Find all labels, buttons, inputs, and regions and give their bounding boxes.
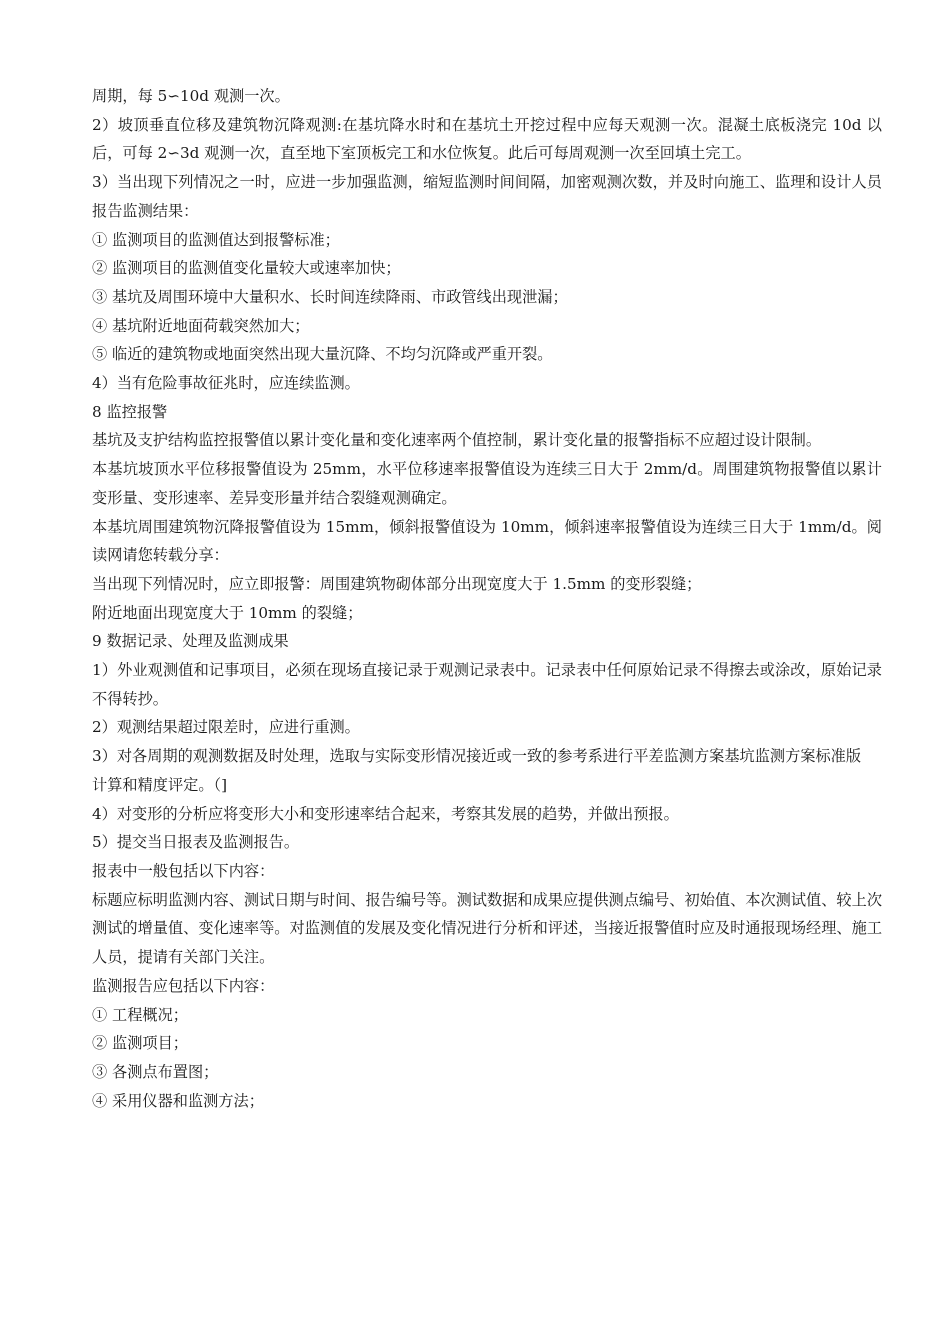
paragraph: 1）外业观测值和记事项目，必须在现场直接记录于观测记录表中。记录表中任何原始记录不得擦去或涂改，原始记录不得转抄。	[92, 661, 882, 708]
document-page	[92, 82, 882, 1115]
list-item: ② 监测项目；	[92, 1034, 188, 1053]
section-heading: 9 数据记录、处理及监测成果	[92, 632, 289, 651]
paragraph: 3）当出现下列情况之一时，应进一步加强监测，缩短监测时间间隔，加密观测次数，并及时向施工、监理和设计人员报告监测结果：	[92, 173, 882, 220]
paragraph: 4）当有危险事故征兆时，应连续监测。	[92, 374, 360, 393]
paragraph: 周期，每 5∽10d 观测一次。	[92, 87, 290, 105]
list-item: ③ 各测点布置图；	[92, 1062, 219, 1081]
paragraph: 2）观测结果超过限差时，应进行重测。	[92, 718, 360, 737]
paragraph: 监测报告应包括以下内容：	[92, 976, 275, 995]
list-item: ④ 基坑附近地面荷载突然加大；	[92, 316, 310, 335]
list-item: ③ 基坑及周围环境中大量积水、长时间连续降雨、市政管线出现泄漏；	[92, 287, 568, 306]
list-item: ① 监测项目的监测值达到报警标准；	[92, 230, 340, 249]
paragraph: 本基坑周围建筑物沉降报警值设为 15mm，倾斜报警值设为 10mm，倾斜速率报警值设为连续三日大于 1mm/d。阅读网请您转载分享：	[92, 517, 882, 565]
paragraph: 计算和精度评定。（]	[92, 775, 228, 794]
paragraph: 4）对变形的分析应将变形大小和变形速率结合起来，考察其发展的趋势，并做出预报。	[92, 804, 679, 823]
paragraph: 报表中一般包括以下内容：	[92, 861, 275, 880]
paragraph: 2）坡顶垂直位移及建筑物沉降观测:在基坑降水时和在基坑土开挖过程中应每天观测一次。混凝土底板浇完 10d 以后，可每 2∽3d 观测一次，直至地下室顶板完工和水位恢复。此后可每周观测一次至回填土完工。	[92, 115, 882, 163]
list-item: ④ 采用仪器和监测方法；	[92, 1091, 264, 1110]
paragraph: 附近地面出现宽度大于 10mm 的裂缝；	[92, 603, 363, 622]
paragraph: 本基坑坡顶水平位移报警值设为 25mm，水平位移速率报警值设为连续三日大于 2mm/d。周围建筑物报警值以累计变形量、变形速率、差异变形量并结合裂缝观测确定。	[92, 460, 882, 507]
list-item: ① 工程概况；	[92, 1005, 188, 1024]
list-item: ② 监测项目的监测值变化量较大或速率加快；	[92, 259, 401, 278]
paragraph: 3）对各周期的观测数据及时处理，选取与实际变形情况接近或一致的参考系进行平差监测方案基坑监测方案标准版	[92, 747, 862, 766]
section-heading: 8 监控报警	[92, 402, 168, 421]
paragraph: 标题应标明监测内容、测试日期与时间、报告编号等。测试数据和成果应提供测点编号、初始值、本次测试值、较上次测试的增量值、变化速率等。对监测值的发展及变化情况进行分析和评述，当接近报警值时应及时通报现场经理、施工人员，提请有关部门关注。	[92, 890, 882, 967]
paragraph: 5）提交当日报表及监测报告。	[92, 833, 300, 852]
paragraph: 基坑及支护结构监控报警值以累计变化量和变化速率两个值控制，累计变化量的报警指标不应超过设计限制。	[92, 431, 821, 450]
paragraph: 当出现下列情况时，应立即报警：周围建筑物砌体部分出现宽度大于 1.5mm 的变形裂缝；	[92, 574, 702, 593]
list-item: ⑤ 临近的建筑物或地面突然出现大量沉降、不均匀沉降或严重开裂。	[92, 345, 553, 364]
